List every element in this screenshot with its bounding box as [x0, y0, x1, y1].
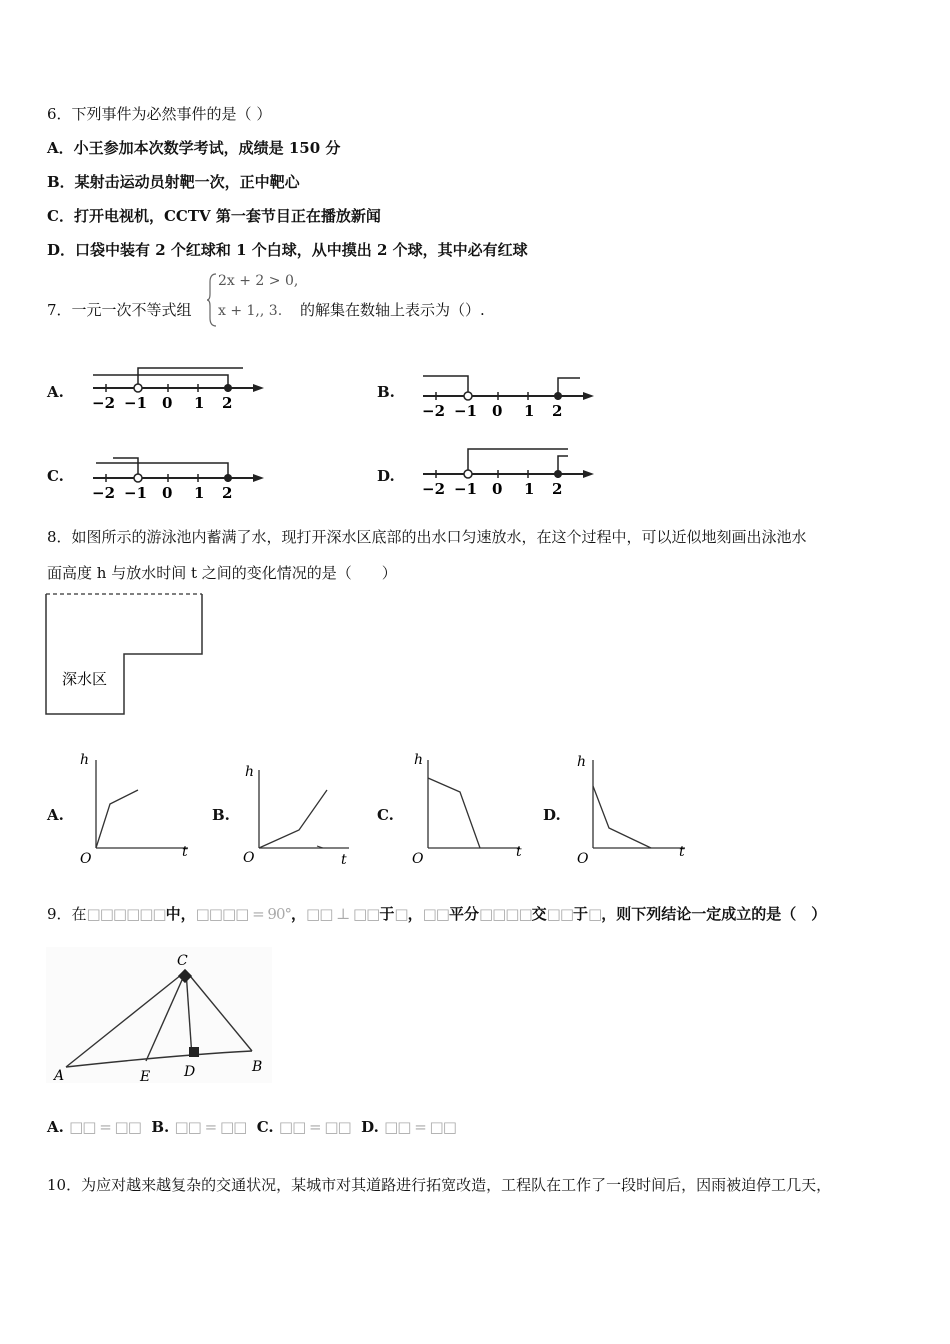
tick-label: 0 [492, 480, 503, 498]
q7-stem-prefix: 7．一元一次不等式组 [47, 301, 192, 319]
tick-label: −2 [92, 394, 116, 412]
tick-label: −2 [92, 484, 116, 502]
q7-label-c: C. [47, 467, 64, 485]
q9-option-b: B. □□ = □□ [151, 1118, 247, 1136]
q9-option-d: D. □□ = □□ [361, 1118, 456, 1136]
point-b-label: B [252, 1059, 263, 1075]
tick-label: −2 [422, 480, 446, 498]
q9-triangle-diagram [46, 947, 272, 1085]
origin-label: O [412, 851, 424, 867]
q6-option-a: A．小王参加本次数学考试，成绩是 150 分 [47, 139, 341, 157]
origin-label: O [243, 850, 255, 866]
q8-graph-a [78, 748, 198, 868]
q9-option-a: A. □□ = □□ [47, 1118, 141, 1136]
tick-label: −1 [124, 484, 148, 502]
q6-stem: 6．下列事件为必然事件的是（ ） [47, 105, 272, 123]
q6-option-d: D．口袋中装有 2 个红球和 1 个白球，从中摸出 2 个球，其中必有红球 [47, 241, 528, 259]
q8-label-d: D. [543, 806, 561, 824]
q9-stem: 9．在□□□□□□中，□□□□ = 90°，□□ ⊥ □□于□，□□平分□□□□交□□于□，则下列结论一定成立的是（ ） [47, 905, 827, 923]
q6-option-b: B．某射击运动员射靶一次，正中靶心 [47, 173, 300, 191]
point-a-label: A [54, 1068, 65, 1084]
q9-options [47, 1118, 456, 1136]
origin-label: O [80, 851, 92, 867]
axis-h-label: h [245, 764, 255, 780]
q8-graph-d [575, 748, 695, 868]
q9-option-c: C. □□ = □□ [256, 1118, 351, 1136]
tick-label: 2 [552, 402, 563, 420]
q7-stem-suffix: 的解集在数轴上表示为（）. [300, 301, 485, 319]
q8-label-c: C. [377, 806, 394, 824]
tick-label: 2 [222, 484, 233, 502]
q7-numberline-d [418, 444, 598, 500]
q7-numberline-b [418, 370, 598, 422]
tick-label: −1 [454, 402, 478, 420]
q8-stem-line2: 面高度 h 与放水时间 t 之间的变化情况的是（ ） [47, 564, 397, 582]
tick-label: 1 [524, 480, 535, 498]
axis-h-label: h [414, 752, 424, 768]
q8-graph-b [241, 758, 361, 870]
tick-label: 0 [492, 402, 503, 420]
axis-t-label: t [341, 852, 347, 868]
axis-t-label: t [516, 844, 522, 860]
q10-stem: 10．为应对越来越复杂的交通状况，某城市对其道路进行拓宽改造，工程队在工作了一段时间后，因雨被迫停工几天， [47, 1176, 832, 1194]
q7-label-b: B. [377, 383, 395, 401]
q7-inequality-1: 2x + 2 > 0, [218, 273, 299, 289]
tick-label: 1 [194, 484, 205, 502]
tick-label: −1 [124, 394, 148, 412]
q8-pool-diagram [44, 592, 210, 718]
axis-h-label: h [80, 752, 90, 768]
tick-label: −1 [454, 480, 478, 498]
q7-label-a: A. [47, 383, 64, 401]
axis-t-label: t [679, 844, 685, 860]
q8-label-a: A. [47, 806, 64, 824]
q7-brace [206, 272, 218, 328]
tick-label: −2 [422, 402, 446, 420]
q6-option-c: C．打开电视机，CCTV 第一套节目正在播放新闻 [47, 207, 381, 225]
point-d-label: D [184, 1064, 196, 1080]
q8-graph-c [410, 748, 530, 868]
q8-stem-line1: 8．如图所示的游泳池内蓄满了水，现打开深水区底部的出水口匀速放水，在这个过程中，可以近似地刻画出泳池水 [47, 528, 807, 546]
tick-label: 0 [162, 394, 173, 412]
axis-h-label: h [577, 754, 587, 770]
tick-label: 1 [524, 402, 535, 420]
q8-label-b: B. [212, 806, 230, 824]
tick-label: 2 [552, 480, 563, 498]
q7-numberline-c [88, 452, 268, 504]
q7-inequality-2: x + 1,, 3. [218, 303, 283, 319]
tick-label: 1 [194, 394, 205, 412]
q7-label-d: D. [377, 467, 395, 485]
tick-label: 0 [162, 484, 173, 502]
origin-label: O [577, 851, 589, 867]
pool-deep-label: 深水区 [62, 670, 108, 688]
axis-t-label: t [182, 844, 188, 860]
tick-label: 2 [222, 394, 233, 412]
point-c-label: C [177, 953, 188, 969]
point-e-label: E [140, 1069, 151, 1085]
q7-numberline-a [88, 362, 268, 420]
